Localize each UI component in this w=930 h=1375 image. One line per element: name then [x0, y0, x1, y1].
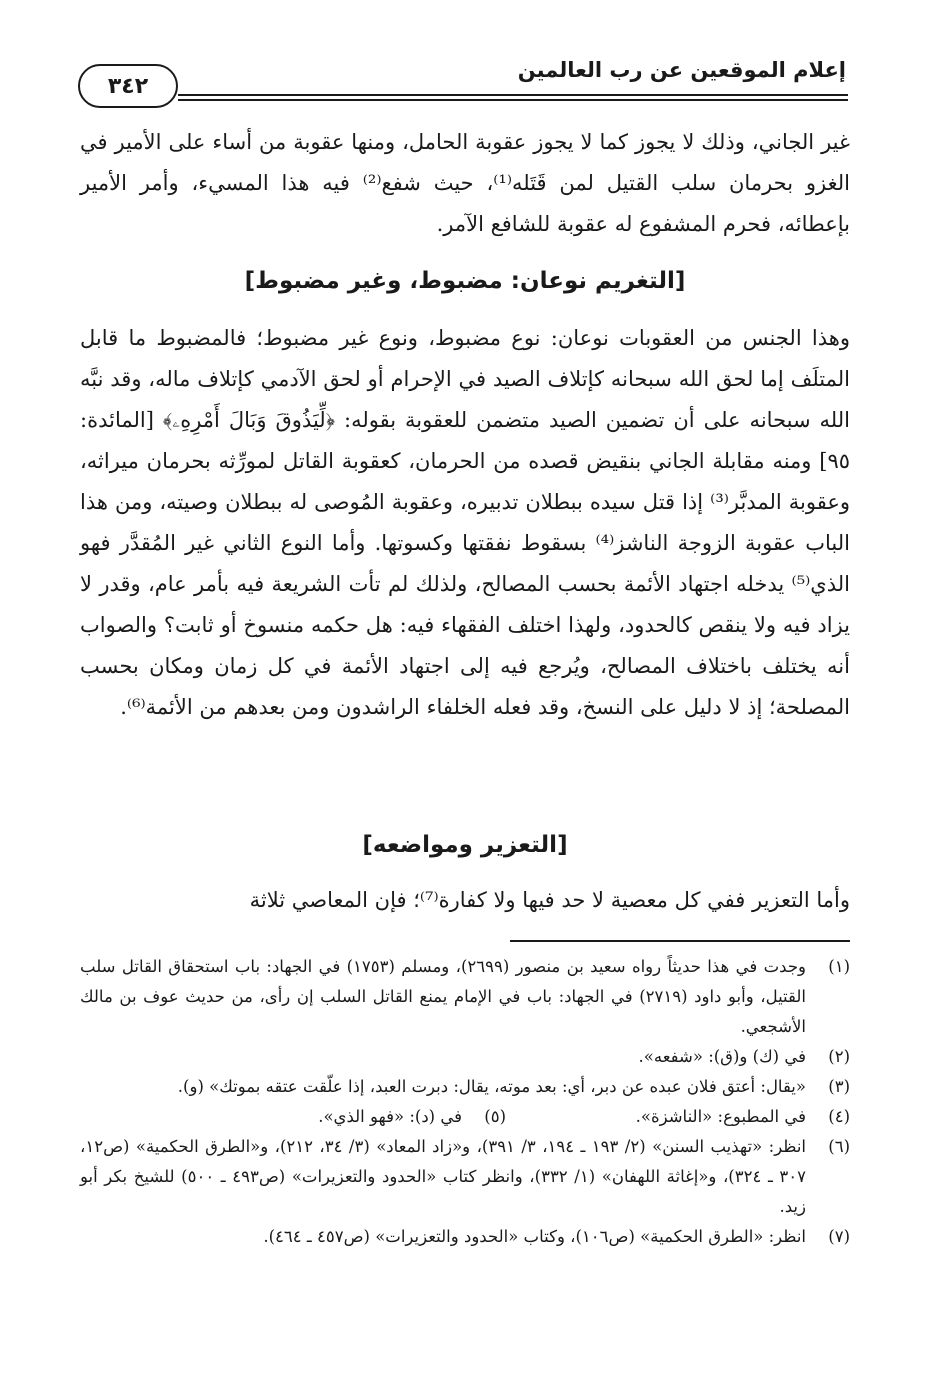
footnote-text: في (د): «فهو الذي». — [318, 1107, 462, 1126]
footnote-number: (١) — [828, 957, 850, 976]
footnote — [80, 1132, 850, 1222]
page-header — [78, 50, 848, 110]
footnote-number: (٣) — [828, 1077, 850, 1096]
footnote-text: انظر: «الطرق الحكمية» (ص١٠٦)، وكتاب «الحدود والتعزيرات» (ص٤٥٧ ـ ٤٦٤). — [263, 1227, 806, 1246]
page-number-badge — [78, 64, 178, 108]
paragraph: غير الجاني، وذلك لا يجوز كما لا يجوز عقوبة الحامل، ومنها عقوبة من أساء على الأمير في الغزو بحرمان سلب القتيل لمن قَتَله⁽¹⁾، حيث شفع⁽²⁾ فيه هذا المسيء، وأمر الأمير بإعطائه، فحرم المشفوع له عقوبة للشافع الآمر. — [80, 130, 850, 236]
footnote — [80, 1042, 850, 1072]
footnote-text: وجدت في هذا حديثاً رواه سعيد بن منصور (٢٦٩٩)، ومسلم (١٧٥٣) في الجهاد: باب استحقاق القاتل سلب القتيل، وأبو داود (٢٧١٩) في الجهاد: باب في الإمام يمنع القاتل السلب إن رأى، من حديث عوف بن مالك الأشجعي. — [80, 957, 806, 1036]
book-title: إعلام الموقعين عن رب العالمين — [517, 58, 846, 82]
footnote-separator — [510, 940, 850, 942]
section-heading: [التعزير ومواضعه] — [362, 832, 568, 858]
footnote — [80, 1222, 850, 1252]
page-number: ٣٤٢ — [107, 73, 149, 99]
footnotes — [80, 952, 850, 1252]
footnote-row — [80, 1102, 850, 1132]
paragraph: وأما التعزير ففي كل معصية لا حد فيها ولا كفارة⁽⁷⁾؛ فإن المعاصي ثلاثة — [249, 888, 850, 912]
footnote-text: «يقال: أعتق فلان عبده عن دبر، أي: بعد موته، يقال: دبرت العبد، إذا علّقت عتقه بموتك» (و). — [177, 1077, 806, 1096]
footnote-number: (٦) — [828, 1137, 850, 1156]
footnote-number: (٥) — [484, 1107, 506, 1126]
footnote-number: (٤) — [828, 1107, 850, 1126]
header-rule — [178, 99, 848, 101]
header-rule — [178, 94, 848, 96]
paragraph: وهذا الجنس من العقوبات نوعان: نوع مضبوط، ونوع غير مضبوط؛ فالمضبوط ما قابل المتلَف إما لحق الله سبحانه كإتلاف الصيد في الإحرام أو لحق الآدمي كإتلاف ماله، وقد نبَّه الله سبحانه على أن تضمين الصيد متضمن للعقوبة بقوله: ﴿لِّيَذُوقَ وَبَالَ أَمْرِهِۦ﴾ [المائدة: ٩٥] ومنه مقابلة الجاني بنقيض قصده من الحرمان، كعقوبة القاتل لمورِّثه بحرمان ميراثه، وعقوبة المدبَّر⁽³⁾ إذا قتل سيده ببطلان تدبيره، وعقوبة المُوصى له ببطلان وصيته، ومن هذا الباب عقوبة الزوجة الناشز⁽⁴⁾ بسقوط نفقتها وكسوتها. وأما النوع الثاني غير المُقدَّر فهو الذي⁽⁵⁾ يدخله اجتهاد الأئمة بحسب المصالح، ولذلك لم تأت الشريعة فيه بأمر عام، وقدر لا يزاد فيه ولا ينقص كالحدود، ولهذا اختلف الفقهاء فيه: هل حكمه منسوخ أو ثابت؟ والصواب أنه يختلف باختلاف المصالح، ويُرجع فيه إلى اجتهاد الأئمة في كل زمان ومكان بحسب المصلحة؛ إذ لا دليل على النسخ، وقد فعله الخلفاء الراشدون ومن بعدهم من الأئمة⁽⁶⁾. — [80, 326, 850, 719]
footnote — [80, 952, 850, 1042]
footnote-number: (٢) — [828, 1047, 850, 1066]
footnote-text: في (ك) و(ق): «شفعه». — [638, 1047, 806, 1066]
footnote-number: (٧) — [828, 1227, 850, 1246]
footnote-text: انظر: «تهذيب السنن» (٢/ ١٩٣ ـ ١٩٤، ٣/ ٣٩١)، و«زاد المعاد» (٣/ ٣٤، ٢١٢)، و«الطرق الحكمية» (ص١٢، ٣٠٧ ـ ٣٢٤)، و«إغاثة اللهفان» (١/ ٣٣٢)، وانظر كتاب «الحدود والتعزيرات» (ص٤٩٣ ـ ٥٠٠) للشيخ بكر أبو زيد. — [80, 1137, 807, 1216]
footnote — [80, 1072, 850, 1102]
footnote-text: في المطبوع: «الناشزة». — [635, 1107, 806, 1126]
section-heading: [التغريم نوعان: مضبوط، وغير مضبوط] — [244, 268, 686, 294]
